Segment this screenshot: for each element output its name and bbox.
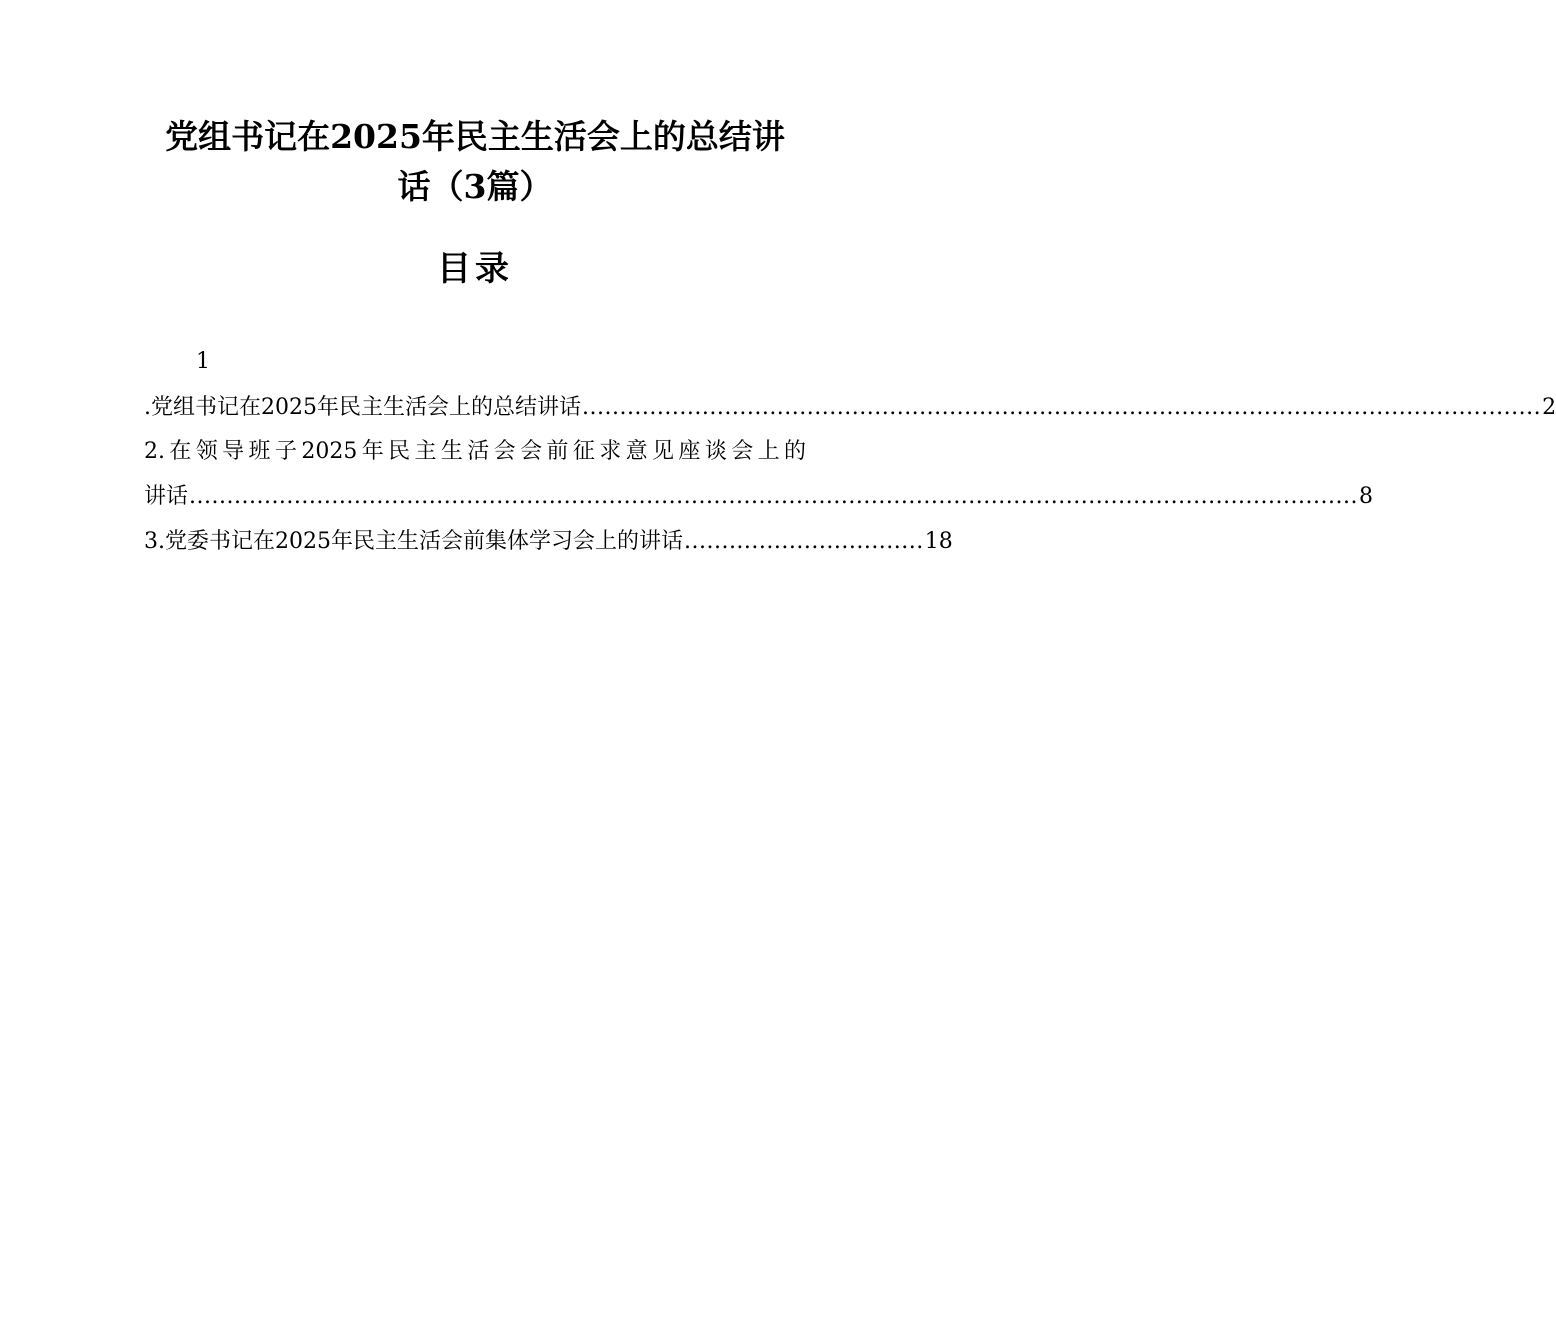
toc-entry-1-page: 2: [1542, 395, 1556, 420]
toc-entry-1-leader: ................................................................................................................................: [581, 395, 1542, 420]
document-title: [140, 112, 810, 212]
title-line-2: 话（3篇）: [397, 167, 553, 206]
toc-entry-2-line-1[interactable]: 2.在领导班子2025年民主生活会会前征求意见座谈会上的: [144, 439, 806, 464]
toc-entry-1-number: 1: [196, 349, 210, 374]
toc-heading: 目录: [437, 249, 513, 289]
toc-entry-3-leader: ................................: [683, 529, 924, 554]
toc-entry-2-leader: ............................................................................................................................................................: [189, 484, 1358, 509]
toc-entry-3-page: 18: [924, 529, 953, 554]
title-line-1: 党组书记在2025年民主生活会上的总结讲: [165, 117, 785, 156]
toc-entry-1-text: .党组书记在2025年民主生活会上的总结讲话: [144, 395, 581, 420]
toc-entry-2-text: 讲话: [144, 484, 189, 509]
toc-entry-2[interactable]: [144, 475, 1373, 519]
toc-entry-3[interactable]: [144, 520, 953, 564]
toc-entry-1[interactable]: [144, 386, 1556, 430]
toc-entry-3-text: 3.党委书记在2025年民主生活会前集体学习会上的讲话: [144, 529, 683, 554]
toc-entry-2-page: 8: [1358, 484, 1373, 509]
